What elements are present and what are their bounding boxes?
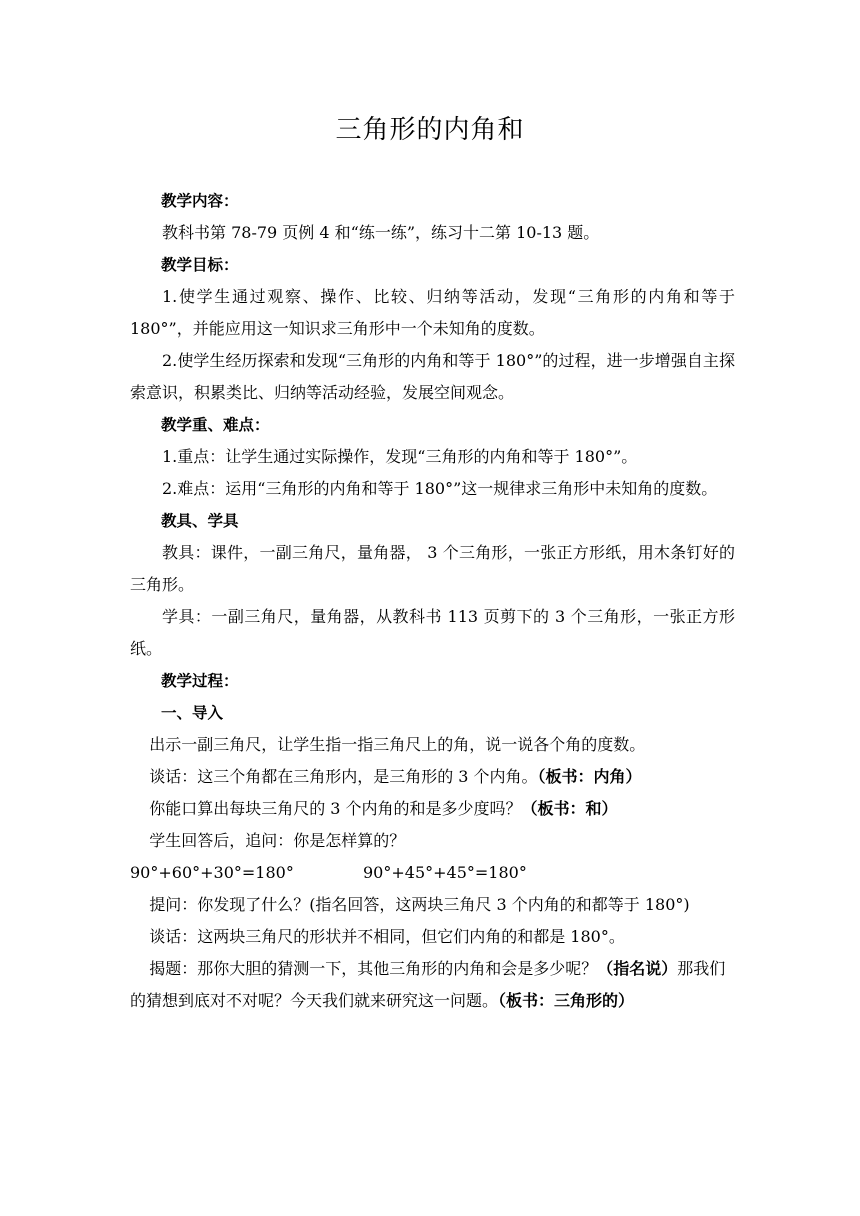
section-heading-process: 教学过程： <box>161 672 239 690</box>
paragraph-line-1: 出示一副三角尺，让学生指一指三角尺上的角，说一说各个角的度数。 <box>149 735 646 754</box>
paragraph-key-1: 1.重点：让学生通过实际操作，发现“三角形的内角和等于 180°”。 <box>162 447 638 466</box>
paragraph-line-5: 提问：你发现了什么？(指名回答，这两块三角尺 3 个内角的和都等于 180°) <box>149 895 690 914</box>
paragraph-goal-2: 2.使学生经历探索和发现“三角形的内角和等于 180°”的过程，进一步增强自主探索意识，积累类比、归纳等活动经验，发展空间观念。 <box>130 351 735 402</box>
board-note-inner-angle: （板书：内角） <box>537 767 642 786</box>
paragraph-goal-1: 1.使学生通过观察、操作、比较、归纳等活动，发现“三角形的内角和等于180°”，并能应用这一知识求三角形中一个未知角的度数。 <box>130 287 735 338</box>
paragraph-tools-teacher: 教具：课件，一副三角尺，量角器， 3 个三角形，一张正方形纸，用木条钉好的三角形。 <box>130 543 735 594</box>
paragraph-line-2 <box>130 761 735 793</box>
paragraph-line-6: 谈话：这两块三角尺的形状并不相同，但它们内角的和都是 180°。 <box>149 927 625 946</box>
line-8-text: 那我们的猜想到底对不对呢？今天我们就来研究这一问题。 <box>130 959 726 1010</box>
step-heading-intro: 一、导入 <box>161 704 224 722</box>
document-title: 三角形的内角和 <box>335 115 525 145</box>
line-2-text: 谈话：这三个角都在三角形内，是三角形的 3 个内角。 <box>149 767 538 786</box>
paragraph-line-3 <box>130 793 735 825</box>
board-note-sum: （板书：和） <box>521 799 618 818</box>
section-heading-goals: 教学目标： <box>161 256 239 274</box>
calculation-row <box>130 857 735 889</box>
board-note-ask: （指名说） <box>597 959 678 978</box>
board-note-triangle: （板书：三角形的） <box>498 991 635 1010</box>
section-heading-content: 教学内容： <box>161 192 239 210</box>
document-body <box>130 185 735 1017</box>
paragraph-key-2: 2.难点：运用“三角形的内角和等于 180°”这一规律求三角形中未知角的度数。 <box>162 479 718 498</box>
calculation-1: 90°+60°+30°=180° <box>130 863 294 882</box>
section-heading-tools: 教具、学具 <box>161 512 239 530</box>
paragraph-tools-student: 学具：一副三角尺，量角器，从教科书 113 页剪下的 3 个三角形，一张正方形纸。 <box>130 607 735 658</box>
line-3-text: 你能口算出每块三角尺的 3 个内角的和是多少度吗？ <box>149 799 522 818</box>
calculation-2: 90°+45°+45°=180° <box>363 863 527 882</box>
section-heading-key-points: 教学重、难点： <box>161 416 270 434</box>
line-7-text: 揭题：那你大胆的猜测一下，其他三角形的内角和会是多少呢？ <box>149 959 598 978</box>
paragraph-line-4: 学生回答后，追问：你是怎样算的？ <box>149 831 406 850</box>
paragraph-content: 教科书第 78-79 页例 4 和“练一练”，练习十二第 10-13 题。 <box>162 223 600 242</box>
paragraph-line-7 <box>130 953 735 1017</box>
